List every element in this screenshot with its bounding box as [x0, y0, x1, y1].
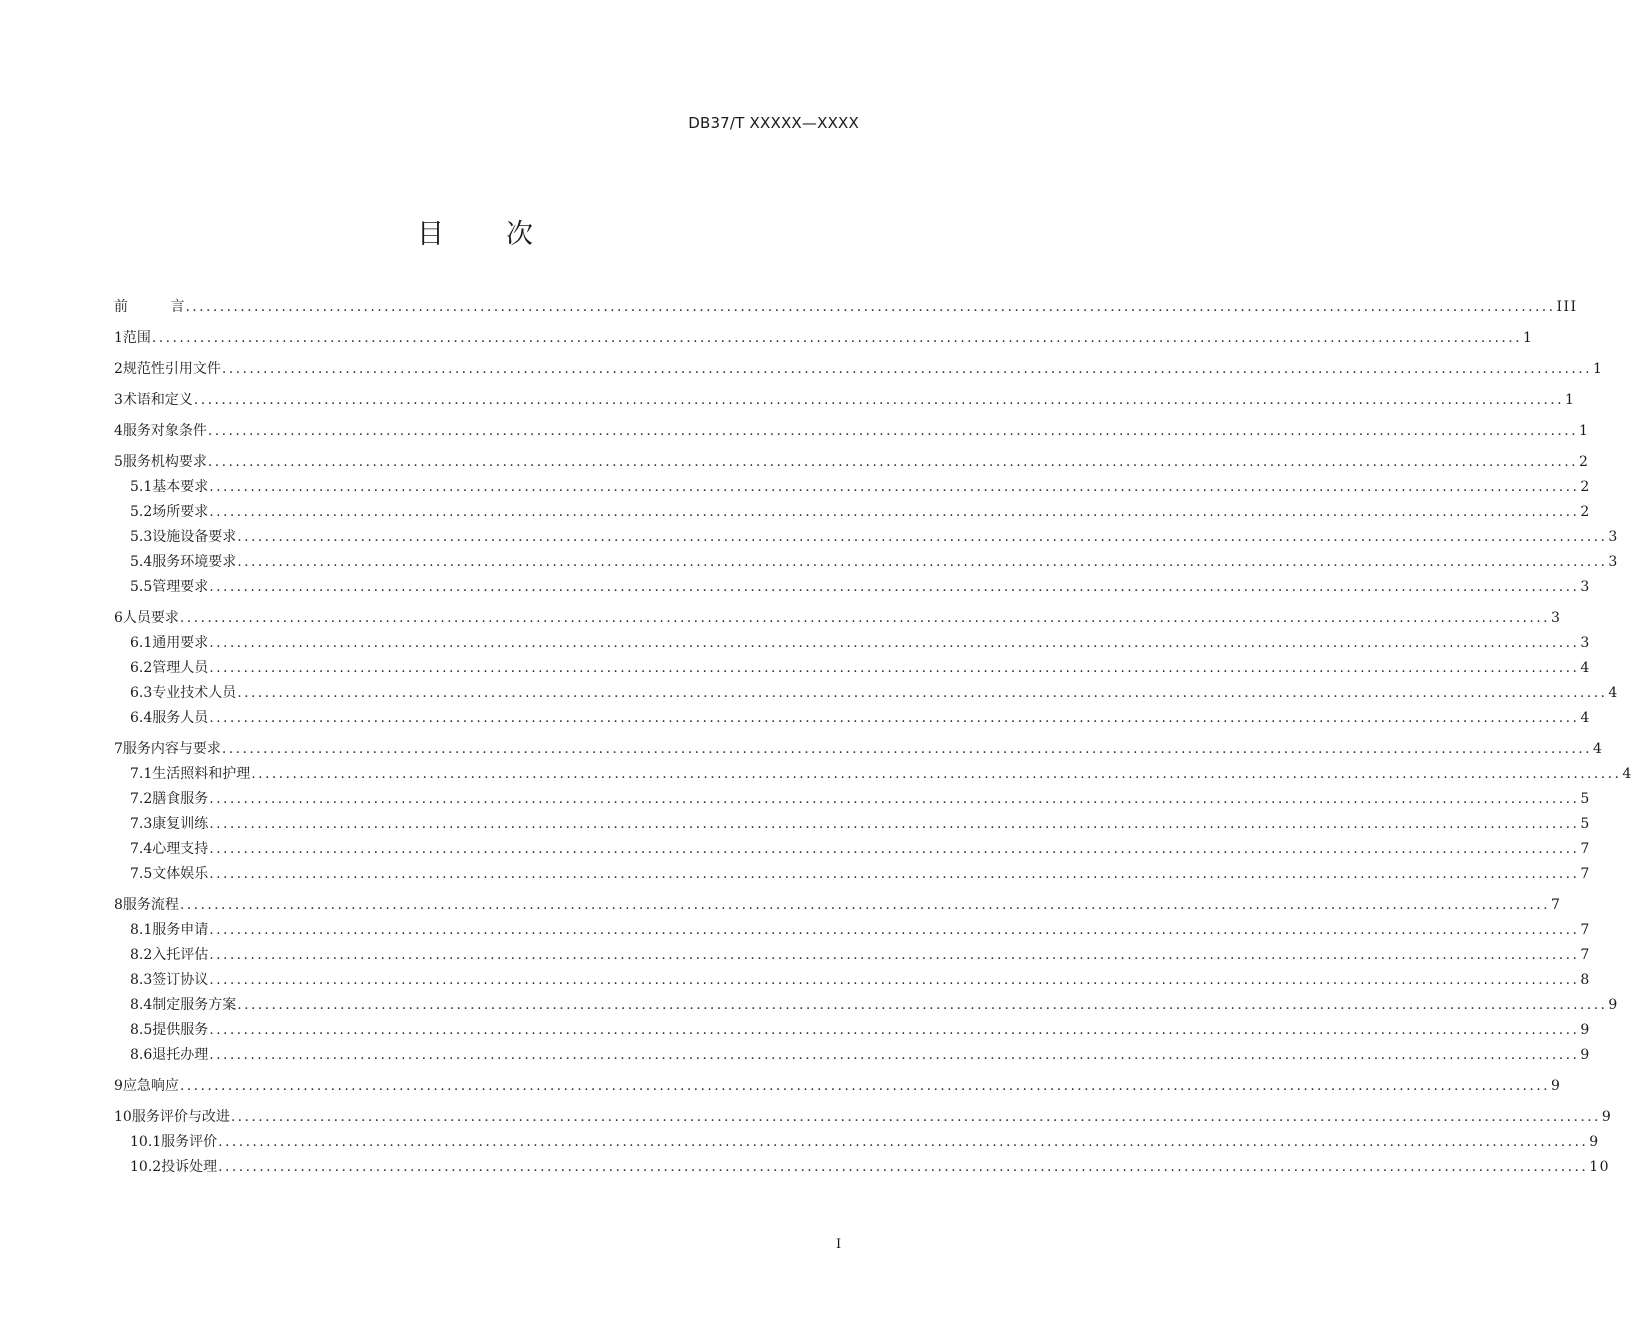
toc-leader-dots: ........................................................................................................................................................................................................ — [209, 1022, 1580, 1038]
toc-entry[interactable] — [114, 1046, 1591, 1064]
toc-entry[interactable] — [114, 634, 1591, 652]
toc-entry[interactable] — [114, 765, 1633, 783]
toc-leader-dots: ........................................................................................................................................................................................................ — [209, 660, 1580, 676]
toc-entry-label: 文体娱乐 — [152, 866, 209, 882]
toc-entry-label: 人员要求 — [122, 610, 179, 626]
toc-leader-dots: ........................................................................................................................................................................................................ — [209, 479, 1580, 495]
document-code: DB37/T XXXXX—XXXX — [688, 114, 859, 132]
toc-entry-label: 设施设备要求 — [152, 529, 237, 545]
toc-entry-page: 9 — [1601, 1109, 1613, 1125]
toc-leader-dots: ........................................................................................................................................................................................................ — [209, 866, 1580, 882]
toc-leader-dots: ........................................................................................................................................................................................................ — [209, 1047, 1580, 1063]
toc-entry[interactable] — [114, 815, 1591, 833]
toc-leader-dots: ........................................................................................................................................................................................................ — [237, 685, 1608, 701]
toc-leader-dots: ........................................................................................................................................................................................................ — [209, 504, 1580, 520]
toc-entry-number: 4 — [114, 423, 123, 439]
toc-entry[interactable] — [114, 1077, 1562, 1095]
toc-entry-label: 提供服务 — [152, 1022, 209, 1038]
toc-entry-page: 9 — [1550, 1078, 1562, 1094]
toc-entry-label: 签订协议 — [152, 972, 209, 988]
toc-entry-label: 服务流程 — [122, 897, 179, 913]
title-char-2: 次 — [506, 219, 533, 250]
toc-entry[interactable] — [114, 1108, 1613, 1126]
toc-entry-number: 7.3 — [130, 816, 153, 832]
toc-entry[interactable] — [114, 391, 1576, 409]
title-char-1: 目 — [417, 219, 444, 250]
toc-entry-label: 范围 — [122, 330, 151, 346]
toc-leader-dots: ........................................................................................................................................................................................................ — [209, 841, 1580, 857]
toc-entry[interactable] — [114, 453, 1590, 471]
toc-entry-number: 5 — [114, 454, 123, 470]
toc-entry[interactable] — [114, 1021, 1591, 1039]
toc-entry-label: 制定服务方案 — [152, 997, 237, 1013]
toc-entry-page: 3 — [1580, 635, 1591, 651]
toc-entry-page: 2 — [1580, 504, 1591, 520]
toc-entry-page: 2 — [1578, 454, 1590, 470]
toc-entry-number: 5.3 — [130, 529, 153, 545]
toc-entry-page: 5 — [1580, 816, 1591, 832]
toc-entry[interactable] — [114, 740, 1604, 758]
toc-entry-page: 4 — [1608, 685, 1619, 701]
toc-leader-dots: ........................................................................................................................................................................................................ — [237, 997, 1608, 1013]
toc-entry[interactable] — [114, 1133, 1600, 1151]
toc-entry-number: 6.3 — [130, 685, 153, 701]
toc-leader-dots: ........................................................................................................................................................................................................ — [230, 1109, 1601, 1125]
toc-entry-label: 场所要求 — [152, 504, 209, 520]
toc-entry[interactable] — [114, 528, 1619, 546]
toc-leader-dots: ........................................................................................................................................................................................................ — [251, 766, 1622, 782]
toc-entry[interactable] — [114, 329, 1534, 347]
toc-entry-page: 3 — [1608, 554, 1619, 570]
toc-entry-page: 1 — [1564, 392, 1576, 408]
toc-entry-page: 1 — [1522, 330, 1534, 346]
toc-entry-number: 8.1 — [130, 922, 153, 938]
toc-leader-dots: ........................................................................................................................................................................................................ — [209, 579, 1580, 595]
toc-entry-number: 6.2 — [130, 660, 153, 676]
toc-entry-page: 7 — [1580, 947, 1591, 963]
toc-entry-label: 入托评估 — [152, 947, 209, 963]
toc-entry-number: 10 — [114, 1109, 132, 1125]
toc-entry-page: 7 — [1580, 866, 1591, 882]
toc-leader-dots: ........................................................................................................................................................................................................ — [209, 710, 1580, 726]
toc-leader-dots: ........................................................................................................................................................................................................ — [193, 392, 1564, 408]
toc-entry-number: 7.5 — [130, 866, 153, 882]
toc-entry-label: 服务机构要求 — [122, 454, 207, 470]
toc-entry-label: 退托办理 — [152, 1047, 209, 1063]
toc-entry-label: 康复训练 — [152, 816, 209, 832]
toc-entry-number: 8 — [114, 897, 123, 913]
toc-entry-number: 1 — [114, 330, 123, 346]
toc-entry-label: 应急响应 — [122, 1078, 179, 1094]
toc-entry[interactable] — [114, 971, 1591, 989]
toc-entry-number: 6.4 — [130, 710, 153, 726]
toc-entry[interactable] — [114, 896, 1562, 914]
toc-entry-number: 8.5 — [130, 1022, 153, 1038]
toc-entry[interactable] — [114, 422, 1590, 440]
toc-leader-dots: ........................................................................................................................................................................................................ — [221, 741, 1592, 757]
toc-entry-label: 前 言 — [114, 299, 185, 315]
toc-leader-dots: ........................................................................................................................................................................................................ — [185, 299, 1556, 315]
toc-entry-page: 2 — [1580, 479, 1591, 495]
toc-leader-dots: ........................................................................................................................................................................................................ — [179, 897, 1550, 913]
toc-leader-dots: ........................................................................................................................................................................................................ — [218, 1134, 1589, 1150]
toc-entry-number: 5.4 — [130, 554, 153, 570]
toc-entry-page: 1 — [1578, 423, 1590, 439]
toc-entry-number: 6 — [114, 610, 123, 626]
toc-leader-dots: ........................................................................................................................................................................................................ — [207, 423, 1578, 439]
toc-entry-label: 服务评价与改进 — [131, 1109, 230, 1125]
toc-entry-label: 服务内容与要求 — [122, 741, 221, 757]
toc-entry[interactable] — [114, 840, 1591, 858]
page-title — [0, 212, 950, 251]
toc-entry-page: 7 — [1550, 897, 1562, 913]
toc-entry[interactable] — [114, 609, 1562, 627]
toc-entry-page: 3 — [1550, 610, 1562, 626]
toc-entry-page: 5 — [1580, 791, 1591, 807]
toc-entry-label: 基本要求 — [152, 479, 209, 495]
toc-leader-dots: ........................................................................................................................................................................................................ — [209, 635, 1580, 651]
toc-entry-number: 8.6 — [130, 1047, 153, 1063]
toc-entry[interactable] — [114, 659, 1591, 677]
toc-entry-page: 7 — [1580, 922, 1591, 938]
toc-entry-number: 10.1 — [130, 1134, 162, 1150]
toc-entry[interactable] — [114, 360, 1604, 378]
toc-entry[interactable] — [114, 553, 1619, 571]
table-of-contents — [114, 298, 1633, 1176]
toc-entry-number: 5.5 — [130, 579, 153, 595]
toc-entry-number: 2 — [114, 361, 123, 377]
toc-entry-label: 服务对象条件 — [122, 423, 207, 439]
toc-leader-dots: ........................................................................................................................................................................................................ — [179, 610, 1550, 626]
toc-entry-label: 术语和定义 — [122, 392, 193, 408]
toc-leader-dots: ........................................................................................................................................................................................................ — [209, 922, 1580, 938]
toc-entry-number: 8.4 — [130, 997, 153, 1013]
toc-entry-page: 8 — [1580, 972, 1591, 988]
toc-entry-number: 7.1 — [130, 766, 153, 782]
toc-entry[interactable] — [114, 996, 1619, 1014]
toc-entry-label: 规范性引用文件 — [122, 361, 221, 377]
toc-entry[interactable] — [114, 578, 1591, 596]
toc-entry-number: 10.2 — [130, 1159, 162, 1175]
toc-entry-page: 4 — [1622, 766, 1633, 782]
toc-entry-label: 服务人员 — [152, 710, 209, 726]
toc-entry-label: 膳食服务 — [152, 791, 209, 807]
toc-entry-page: 9 — [1580, 1047, 1591, 1063]
toc-entry-page: 4 — [1580, 710, 1591, 726]
toc-entry-number: 5.2 — [130, 504, 153, 520]
toc-leader-dots: ........................................................................................................................................................................................................ — [237, 554, 1608, 570]
toc-leader-dots: ........................................................................................................................................................................................................ — [207, 454, 1578, 470]
toc-leader-dots: ........................................................................................................................................................................................................ — [237, 529, 1608, 545]
toc-leader-dots: ........................................................................................................................................................................................................ — [221, 361, 1592, 377]
toc-entry-number: 3 — [114, 392, 123, 408]
toc-entry-page: 9 — [1608, 997, 1619, 1013]
toc-leader-dots: ........................................................................................................................................................................................................ — [209, 816, 1580, 832]
toc-entry-page: 4 — [1592, 741, 1604, 757]
toc-leader-dots: ........................................................................................................................................................................................................ — [209, 791, 1580, 807]
toc-entry[interactable] — [114, 478, 1591, 496]
toc-entry-number: 7 — [114, 741, 123, 757]
toc-entry-label: 服务环境要求 — [152, 554, 237, 570]
toc-entry-page: 7 — [1580, 841, 1591, 857]
toc-entry[interactable] — [114, 1158, 1611, 1176]
toc-entry[interactable] — [114, 298, 1578, 316]
toc-entry[interactable] — [114, 790, 1591, 808]
toc-entry-page: 1 — [1592, 361, 1604, 377]
toc-entry-number: 7.4 — [130, 841, 153, 857]
toc-entry-label: 管理人员 — [152, 660, 209, 676]
toc-entry-label: 服务评价 — [161, 1134, 218, 1150]
toc-entry-number: 9 — [114, 1078, 123, 1094]
toc-entry[interactable] — [114, 865, 1591, 883]
toc-entry[interactable] — [114, 946, 1591, 964]
toc-entry-number: 5.1 — [130, 479, 153, 495]
toc-entry-page: 3 — [1580, 579, 1591, 595]
toc-entry-label: 专业技术人员 — [152, 685, 237, 701]
toc-leader-dots: ........................................................................................................................................................................................................ — [209, 947, 1580, 963]
toc-entry-page: 9 — [1589, 1134, 1600, 1150]
toc-entry[interactable] — [114, 709, 1591, 727]
toc-leader-dots: ........................................................................................................................................................................................................ — [179, 1078, 1550, 1094]
toc-entry-label: 投诉处理 — [161, 1159, 218, 1175]
toc-entry-page: 3 — [1608, 529, 1619, 545]
toc-entry-page: 9 — [1580, 1022, 1591, 1038]
toc-leader-dots: ........................................................................................................................................................................................................ — [151, 330, 1522, 346]
toc-entry[interactable] — [114, 503, 1591, 521]
toc-entry-number: 8.3 — [130, 972, 153, 988]
toc-entry-label: 生活照料和护理 — [152, 766, 251, 782]
footer-page-number: I — [836, 1237, 842, 1252]
toc-entry-label: 通用要求 — [152, 635, 209, 651]
toc-entry-label: 服务申请 — [152, 922, 209, 938]
toc-entry-page: 10 — [1589, 1159, 1611, 1175]
toc-entry-page: III — [1556, 299, 1578, 315]
toc-entry-label: 心理支持 — [152, 841, 209, 857]
toc-entry[interactable] — [114, 684, 1619, 702]
toc-leader-dots: ........................................................................................................................................................................................................ — [209, 972, 1580, 988]
toc-entry-page: 4 — [1580, 660, 1591, 676]
toc-entry-number: 8.2 — [130, 947, 153, 963]
toc-entry[interactable] — [114, 921, 1591, 939]
toc-entry-number: 6.1 — [130, 635, 153, 651]
toc-entry-number: 7.2 — [130, 791, 153, 807]
toc-entry-label: 管理要求 — [152, 579, 209, 595]
toc-leader-dots: ........................................................................................................................................................................................................ — [218, 1159, 1589, 1175]
